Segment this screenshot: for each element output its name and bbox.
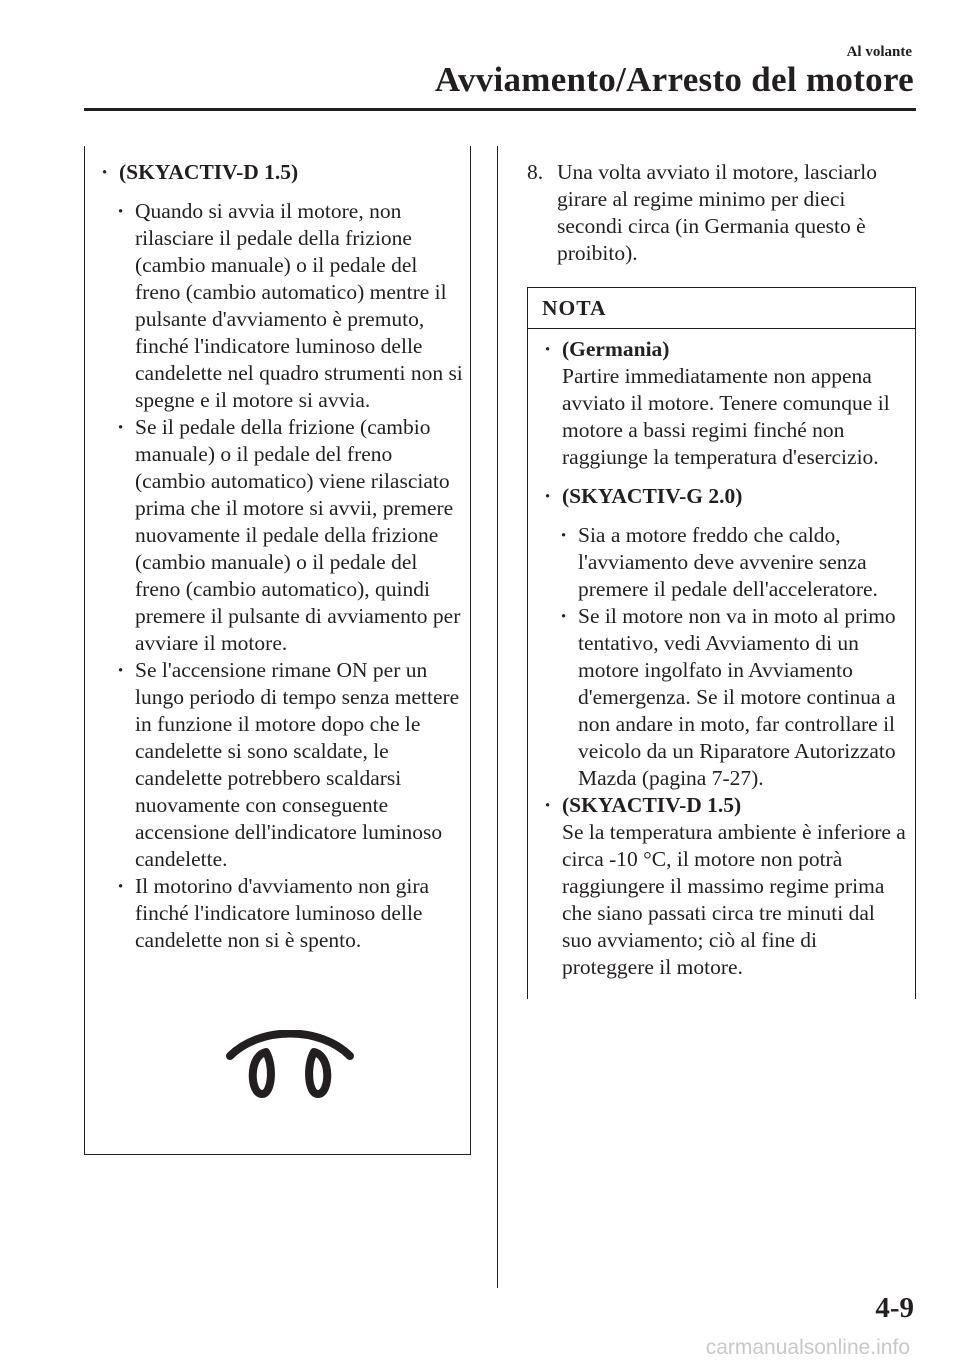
step-number: 8. (527, 160, 544, 184)
list-item: · Il motorino d'avviamento non gira finché l'indicatore luminoso delle candelette non si è spento. (115, 873, 467, 954)
watermark: carmanualsonline.info (705, 1336, 910, 1359)
step-8 (527, 159, 915, 267)
page-number: 4-9 (875, 1292, 914, 1324)
nota-germania (542, 336, 907, 471)
nota-g20-heading: · (SKYACTIV-G 2.0) (542, 483, 907, 510)
nota-title: NOTA (528, 288, 915, 329)
nota-box (527, 287, 916, 999)
left-heading: · (SKYACTIV-D 1.5) (99, 159, 467, 186)
nota-d15-text: Se la temperatura ambiente è inferiore a circa -10 °C, il motore non potrà raggiungere il massimo regime prima che siano passati circa tre minuti dal suo avviamento; ciò al fine di proteggere il motore. (562, 820, 906, 979)
page-title: Avviamento/Arresto del motore (434, 60, 914, 99)
left-column (99, 159, 467, 954)
nota-g20-list (558, 522, 907, 792)
nota-germania-text: Partire immediatamente non appena avviato il motore. Tenere comunque il motore a bassi regimi finché non raggiunge la temperatura d'esercizio. (562, 364, 890, 469)
column-divider (497, 146, 498, 1288)
list-item: · Se il motore non va in moto al primo tentativo, vedi Avviamento di un motore ingolfato in Avviamento d'emergenza. Se il motore continua a non andare in moto, far controllare il veicolo da un Riparatore Autorizzato Mazda (pagina 7-27). (558, 603, 907, 792)
list-item: · Sia a motore freddo che caldo, l'avviamento deve avvenire senza premere il pedale dell'acceleratore. (558, 522, 907, 603)
list-item: · Quando si avvia il motore, non rilasciare il pedale della frizione (cambio manuale) o il pedale del freno (cambio automatico) mentre il pulsante d'avviamento è premuto, finché l'indicatore luminoso delle candelette nel quadro strumenti non si spegne e il motore si avvia. (115, 198, 467, 414)
nota-d15-heading: · (SKYACTIV-D 1.5) (562, 793, 742, 817)
step-text: Una volta avviato il motore, lasciarlo girare al regime minimo per dieci secondi circa (in Germania questo è proibito). (557, 160, 878, 265)
section-label: Al volante (846, 44, 912, 60)
nota-germania-heading: · (Germania) (562, 337, 670, 361)
right-column (527, 159, 915, 267)
left-bullet-list (115, 198, 467, 954)
nota-d15 (542, 792, 907, 981)
glow-plug-indicator-icon (226, 1030, 354, 1100)
list-item: · Se l'accensione rimane ON per un lungo periodo di tempo senza mettere in funzione il motore dopo che le candelette si sono scaldate, le candelette potrebbero scaldarsi nuovamente con conseguente accensione dell'indicatore luminoso candelette. (115, 657, 467, 873)
nota-body (528, 329, 915, 981)
nota-g20 (542, 483, 907, 792)
list-item: · Se il pedale della frizione (cambio manuale) o il pedale del freno (cambio automatico) viene rilasciato prima che il motore si avvii, premere nuovamente il pedale della frizione (cambio manuale) o il pedale del freno (cambio automatico), quindi premere il pulsante di avviamento per avviare il motore. (115, 414, 467, 657)
header-rule (84, 108, 916, 111)
